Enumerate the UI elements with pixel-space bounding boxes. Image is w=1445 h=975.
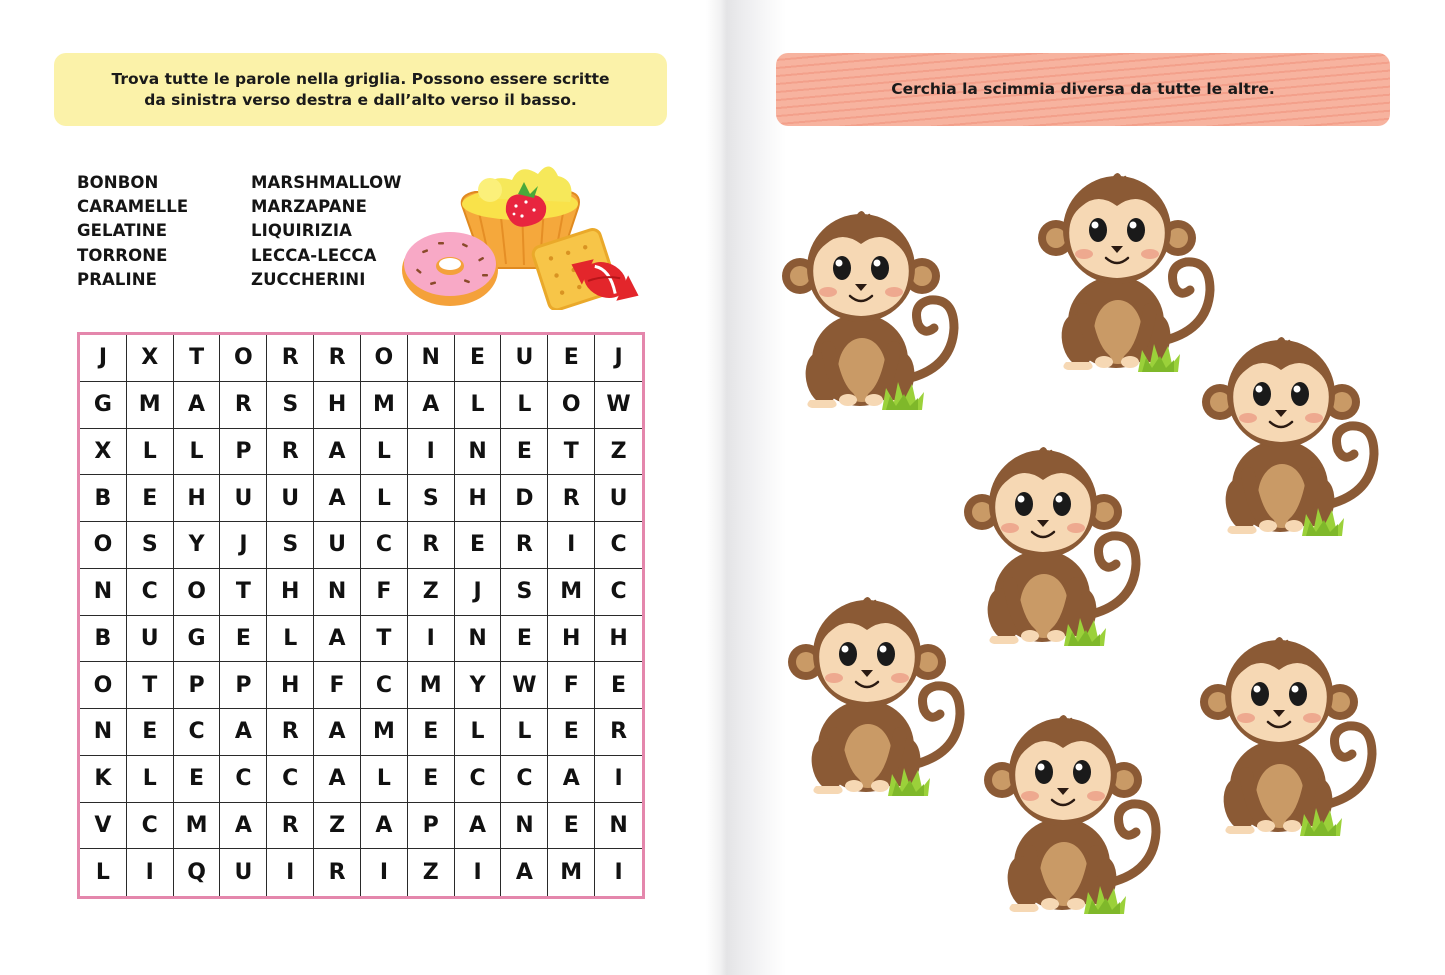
grid-cell[interactable]: A: [314, 475, 361, 522]
grid-cell[interactable]: E: [174, 756, 221, 803]
grid-cell[interactable]: C: [267, 756, 314, 803]
grid-cell[interactable]: L: [455, 709, 502, 756]
grid-cell[interactable]: P: [174, 662, 221, 709]
grid-cell[interactable]: S: [267, 522, 314, 569]
word-list-item: CARAMELLE: [77, 197, 189, 217]
word-list-column-2: [251, 171, 402, 292]
grid-cell[interactable]: U: [220, 849, 267, 896]
grid-cell[interactable]: J: [455, 569, 502, 616]
grid-cell[interactable]: C: [174, 709, 221, 756]
grid-cell[interactable]: R: [267, 803, 314, 850]
grid-cell[interactable]: E: [455, 335, 502, 382]
grid-cell[interactable]: X: [80, 429, 127, 476]
monkey-icon[interactable]: [964, 446, 1149, 656]
instruction-line-1: Trova tutte le parole nella griglia. Possono essere scritte: [111, 69, 610, 88]
grid-cell[interactable]: C: [361, 522, 408, 569]
grid-cell[interactable]: U: [595, 475, 642, 522]
grid-cell[interactable]: L: [267, 616, 314, 663]
grid-cell[interactable]: L: [174, 429, 221, 476]
grid-cell[interactable]: A: [314, 709, 361, 756]
grid-cell[interactable]: L: [501, 382, 548, 429]
word-list-item: LIQUIRIZIA: [251, 221, 352, 241]
grid-cell[interactable]: N: [501, 803, 548, 850]
grid-cell[interactable]: I: [127, 849, 174, 896]
grid-cell[interactable]: J: [80, 335, 127, 382]
grid-cell[interactable]: R: [267, 709, 314, 756]
grid-cell[interactable]: H: [267, 569, 314, 616]
grid-cell[interactable]: A: [314, 616, 361, 663]
grid-cell[interactable]: L: [80, 849, 127, 896]
grid-cell[interactable]: Z: [314, 803, 361, 850]
grid-cell[interactable]: T: [220, 569, 267, 616]
grid-cell[interactable]: C: [595, 522, 642, 569]
grid-cell[interactable]: R: [267, 429, 314, 476]
grid-cell[interactable]: L: [361, 429, 408, 476]
grid-cell[interactable]: U: [267, 475, 314, 522]
grid-cell[interactable]: V: [80, 803, 127, 850]
word-list-column-1: [77, 171, 188, 292]
grid-cell[interactable]: A: [455, 803, 502, 850]
grid-cell[interactable]: N: [455, 429, 502, 476]
grid-cell[interactable]: Z: [408, 569, 455, 616]
grid-cell[interactable]: C: [501, 756, 548, 803]
left-page: [0, 0, 722, 975]
grid-cell[interactable]: R: [595, 709, 642, 756]
grid-cell[interactable]: I: [455, 849, 502, 896]
grid-cell[interactable]: H: [314, 382, 361, 429]
grid-cell[interactable]: U: [501, 335, 548, 382]
grid-cell[interactable]: I: [408, 429, 455, 476]
grid-cell[interactable]: A: [314, 429, 361, 476]
grid-cell[interactable]: M: [548, 849, 595, 896]
donut-icon: [402, 232, 498, 306]
grid-cell[interactable]: A: [314, 756, 361, 803]
word-search-grid: [77, 332, 645, 899]
grid-cell[interactable]: A: [408, 382, 455, 429]
grid-cell[interactable]: I: [614, 860, 623, 886]
grid-cell[interactable]: O: [174, 569, 221, 616]
grid-cell[interactable]: U: [314, 522, 361, 569]
grid-cell[interactable]: P: [220, 662, 267, 709]
sweets-illustration: [400, 150, 650, 310]
grid-cell[interactable]: R: [408, 522, 455, 569]
grid-cell[interactable]: E: [127, 475, 174, 522]
grid-cell[interactable]: G: [80, 382, 127, 429]
grid-cell[interactable]: C: [361, 662, 408, 709]
grid-cell[interactable]: A: [361, 803, 408, 850]
grid-cell[interactable]: M: [361, 382, 408, 429]
grid-cell[interactable]: R: [314, 849, 361, 896]
grid-cell[interactable]: R: [267, 335, 314, 382]
grid-cell[interactable]: M: [548, 569, 595, 616]
grid-cell[interactable]: C: [220, 756, 267, 803]
grid-cell[interactable]: N: [595, 803, 642, 850]
grid-cell[interactable]: U: [220, 475, 267, 522]
grid-cell[interactable]: I: [548, 522, 595, 569]
grid-cell[interactable]: M: [408, 662, 455, 709]
grid-cell[interactable]: K: [80, 756, 127, 803]
word-list-item: MARZAPANE: [251, 197, 367, 217]
grid-cell[interactable]: C: [455, 756, 502, 803]
grid-cell[interactable]: L: [361, 756, 408, 803]
grid-cell[interactable]: H: [455, 475, 502, 522]
grid-cell[interactable]: L: [127, 756, 174, 803]
grid-cell[interactable]: T: [361, 616, 408, 663]
grid-cell[interactable]: I: [595, 756, 642, 803]
grid-cell[interactable]: L: [501, 709, 548, 756]
grid-cell[interactable]: Y: [455, 662, 502, 709]
word-list-item: MARSHMALLOW: [251, 173, 402, 192]
grid-cell[interactable]: R: [220, 382, 267, 429]
grid-cell[interactable]: S: [267, 382, 314, 429]
grid-cell[interactable]: E: [220, 616, 267, 663]
grid-cell[interactable]: O: [361, 335, 408, 382]
grid-cell[interactable]: H: [548, 616, 595, 663]
grid-cell[interactable]: I: [361, 849, 408, 896]
instruction-line-2: da sinistra verso destra e dall’alto verso il basso.: [144, 90, 577, 109]
grid-cell[interactable]: L: [127, 429, 174, 476]
grid-cell[interactable]: Q: [174, 849, 221, 896]
monkey-icon[interactable]: [788, 596, 973, 806]
grid-cell[interactable]: O: [220, 335, 267, 382]
grid-cell[interactable]: O: [80, 662, 127, 709]
grid-cell[interactable]: E: [455, 522, 502, 569]
grid-cell[interactable]: E: [408, 709, 455, 756]
grid-cell[interactable]: O: [548, 382, 595, 429]
grid-cell[interactable]: N: [408, 335, 455, 382]
grid-cell[interactable]: I: [408, 616, 455, 663]
grid-cell[interactable]: M: [127, 382, 174, 429]
grid-cell[interactable]: W: [501, 662, 548, 709]
grid-cell[interactable]: R: [548, 475, 595, 522]
grid-cell[interactable]: E: [408, 756, 455, 803]
grid-cell[interactable]: H: [174, 475, 221, 522]
word-list-item: GELATINE: [77, 221, 168, 241]
grid-cell[interactable]: M: [361, 709, 408, 756]
grid-cell[interactable]: E: [548, 335, 595, 382]
grid-cell[interactable]: J: [595, 335, 642, 382]
grid-cell[interactable]: L: [361, 475, 408, 522]
grid-cell[interactable]: P: [220, 429, 267, 476]
grid-cell[interactable]: L: [455, 382, 502, 429]
word-search-instruction-banner: [54, 53, 667, 126]
grid-cell[interactable]: F: [548, 662, 595, 709]
grid-cell[interactable]: Z: [408, 849, 455, 896]
grid-cell[interactable]: A: [220, 803, 267, 850]
grid-cell[interactable]: N: [80, 709, 127, 756]
grid-cell[interactable]: F: [314, 662, 361, 709]
grid-cell[interactable]: A: [220, 709, 267, 756]
instruction-text: Cerchia la scimmia diversa da tutte le altre.: [891, 80, 1275, 98]
grid-cell[interactable]: O: [80, 522, 127, 569]
grid-cell[interactable]: N: [455, 616, 502, 663]
grid-cell[interactable]: E: [501, 429, 548, 476]
monkey-icon[interactable]: [1038, 172, 1223, 382]
monkey-icon[interactable]: [1202, 336, 1387, 546]
grid-cell[interactable]: C: [127, 569, 174, 616]
grid-cell[interactable]: Y: [174, 522, 221, 569]
grid-cell[interactable]: E: [501, 616, 548, 663]
grid-cell[interactable]: S: [408, 475, 455, 522]
grid-cell[interactable]: E: [595, 662, 642, 709]
grid-cell[interactable]: C: [595, 569, 642, 616]
grid-cell[interactable]: X: [127, 335, 174, 382]
grid-cell[interactable]: D: [501, 475, 548, 522]
grid-cell[interactable]: Z: [595, 429, 642, 476]
grid-cell[interactable]: E: [548, 709, 595, 756]
grid-cell[interactable]: U: [127, 616, 174, 663]
grid-cell[interactable]: R: [314, 335, 361, 382]
grid-cell[interactable]: C: [127, 803, 174, 850]
grid-cell[interactable]: F: [361, 569, 408, 616]
grid-cell[interactable]: T: [548, 429, 595, 476]
grid-cell[interactable]: B: [80, 616, 127, 663]
word-list-item: ZUCCHERINI: [251, 269, 366, 289]
grid-cell[interactable]: M: [174, 803, 221, 850]
grid-cell[interactable]: A: [501, 849, 548, 896]
word-list-item: LECCA-LECCA: [251, 245, 377, 265]
grid-cell[interactable]: T: [127, 662, 174, 709]
monkey-icon[interactable]: [1200, 636, 1385, 846]
word-list-item: BONBON: [77, 173, 159, 192]
grid-cell[interactable]: E: [548, 803, 595, 850]
grid-cell[interactable]: N: [80, 569, 127, 616]
grid-cell[interactable]: G: [174, 616, 221, 663]
grid-cell[interactable]: H: [267, 662, 314, 709]
monkey-instruction-banner: [776, 53, 1390, 126]
grid-cell[interactable]: W: [595, 382, 642, 429]
grid-cell[interactable]: A: [548, 756, 595, 803]
grid-cell[interactable]: E: [127, 709, 174, 756]
word-list-item: PRALINE: [77, 269, 158, 289]
grid-cell[interactable]: P: [408, 803, 455, 850]
grid-cell[interactable]: H: [595, 616, 642, 663]
grid-cell[interactable]: T: [174, 335, 221, 382]
grid-cell[interactable]: A: [174, 382, 221, 429]
word-list-item: TORRONE: [77, 245, 168, 265]
grid-cell[interactable]: J: [220, 522, 267, 569]
grid-cell[interactable]: R: [501, 522, 548, 569]
grid-cell[interactable]: B: [80, 475, 127, 522]
grid-cell[interactable]: S: [501, 569, 548, 616]
grid-cell[interactable]: N: [314, 569, 361, 616]
monkey-icon[interactable]: [782, 210, 967, 420]
grid-cell[interactable]: S: [127, 522, 174, 569]
monkey-icon[interactable]: [984, 714, 1169, 924]
grid-cell[interactable]: I: [267, 849, 314, 896]
